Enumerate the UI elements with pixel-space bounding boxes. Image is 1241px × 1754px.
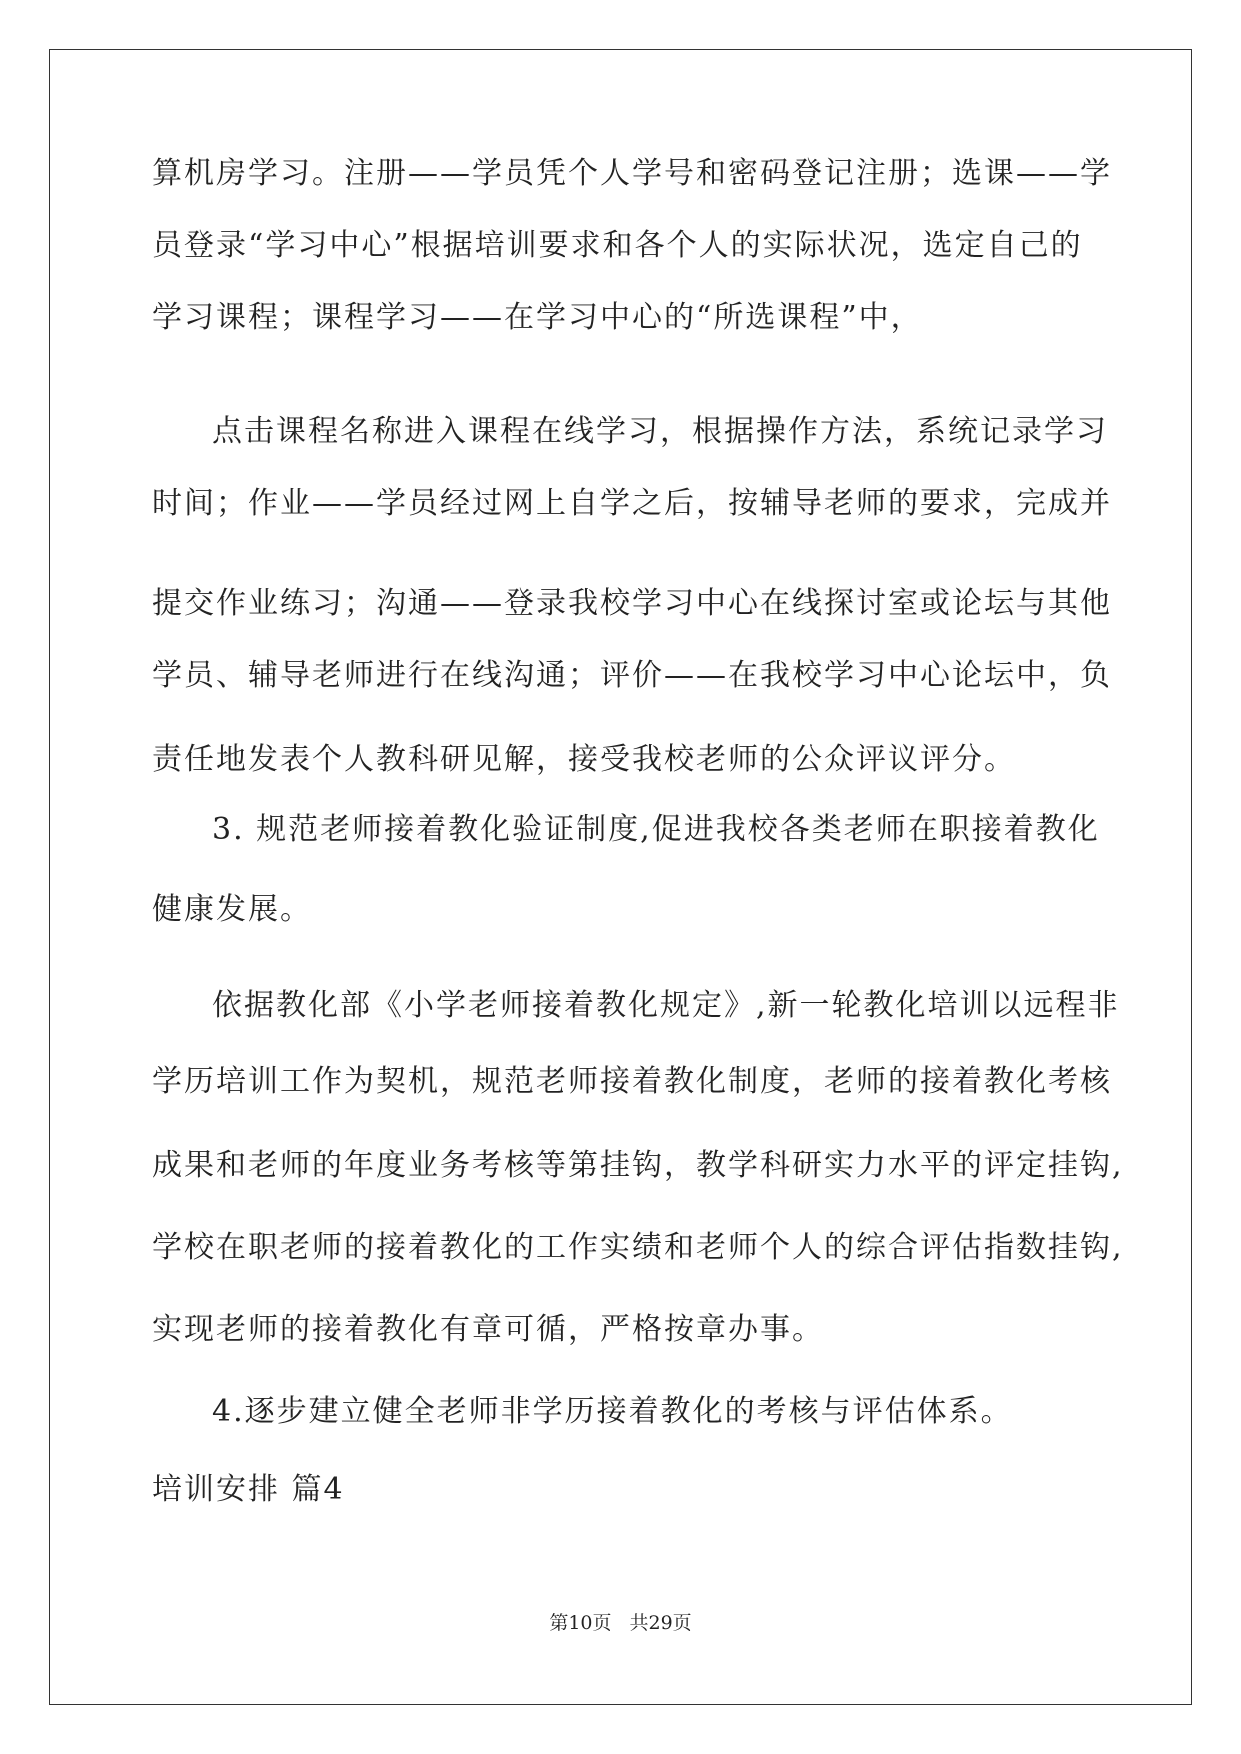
section-heading: 培训安排 篇4	[152, 1472, 345, 1507]
text-line: 责任地发表个人教科研见解，接受我校老师的公众评议评分。	[152, 742, 1016, 777]
text-line: 实现老师的接着教化有章可循，严格按章办事。	[152, 1312, 824, 1347]
text-line: 学历培训工作为契机，规范老师接着教化制度，老师的接着教化考核	[152, 1064, 1112, 1099]
text-line: 学习课程；课程学习——在学习中心的“所选课程”中，	[152, 300, 923, 335]
text-line: 健康发展。	[152, 892, 312, 927]
page-footer	[0, 1611, 1241, 1635]
text-line: 时间；作业——学员经过网上自学之后，按辅导老师的要求，完成并	[152, 486, 1112, 521]
text-line: 员登录“学习中心”根据培训要求和各个人的实际状况，选定自己的	[152, 228, 1083, 263]
text-line: 学校在职老师的接着教化的工作实绩和老师个人的综合评估指数挂钩,	[152, 1230, 1124, 1265]
text-line: 成果和老师的年度业务考核等第挂钩，教学科研实力水平的评定挂钩,	[152, 1148, 1124, 1183]
page-number: 第10页	[549, 1612, 612, 1634]
text-line: 依据教化部《小学老师接着教化规定》,新一轮教化培训以远程非	[212, 988, 1120, 1023]
text-line: 算机房学习。注册——学员凭个人学号和密码登记注册；选课——学	[152, 156, 1112, 191]
text-line: 提交作业练习；沟通——登录我校学习中心在线探讨室或论坛与其他	[152, 586, 1112, 621]
text-line: 学员、辅导老师进行在线沟通；评价——在我校学习中心论坛中，负	[152, 658, 1112, 693]
text-line: 4.逐步建立健全老师非学历接着教化的考核与评估体系。	[212, 1394, 1013, 1429]
text-line: 3. 规范老师接着教化验证制度,促进我校各类老师在职接着教化	[212, 812, 1100, 847]
text-line: 点击课程名称进入课程在线学习，根据操作方法，系统记录学习	[212, 414, 1108, 449]
page-total: 共29页	[629, 1612, 692, 1634]
